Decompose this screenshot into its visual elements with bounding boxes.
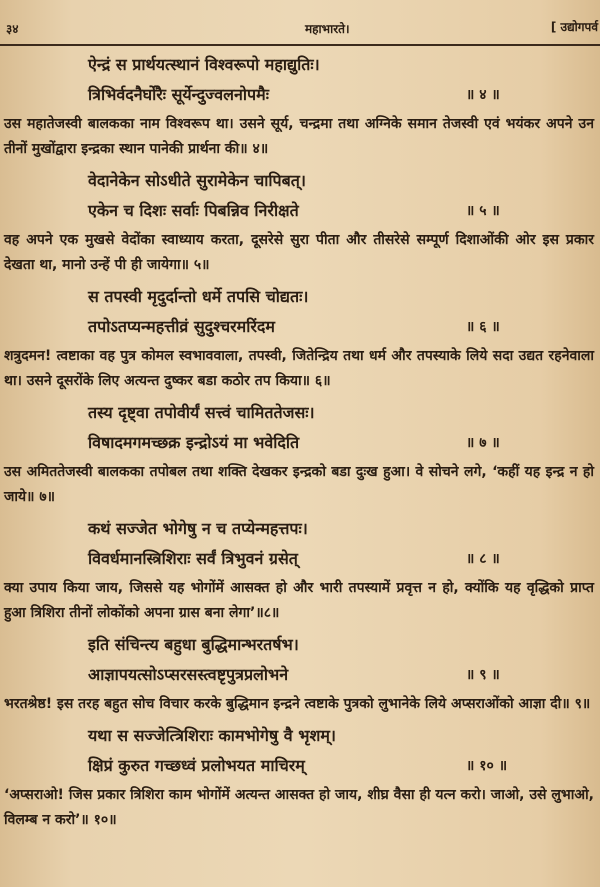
verse-block [4, 514, 594, 630]
translation-text: भरतश्रेष्ठ! इस तरह बहुत सोच विचार करके बुद्धिमान इन्द्रने त्वष्टाके पुत्रको लुभानेके लिये अप्सराओंको आज्ञा दी॥ ९॥ [4, 696, 591, 712]
verse-line [4, 312, 594, 342]
page-number: ३४ [6, 22, 19, 36]
section-name: [ उद्योगपर्व [550, 20, 598, 34]
verse-line [4, 166, 594, 196]
verse-line [4, 514, 594, 544]
verse-number: ॥ ७ ॥ [466, 435, 500, 451]
verse-text: तस्य दृष्ट्वा तपोवीर्यं सत्त्वं चामिततेजसः। [88, 403, 315, 422]
translation-text: उस अमिततेजस्वी बालकका तपोबल तथा शक्ति देखकर इन्द्रको बडा दुःख हुआ। वे सोचने लगे, ‘कहीं यह इन्द्र न हो जाये॥ ७॥ [4, 464, 594, 505]
verse-text: आज्ञापयत्सोऽप्सरसस्त्वष्टृपुत्रप्रलोभने [88, 665, 289, 684]
verse-text: तपोऽतप्यन्महत्तीव्रं सुदुश्चरमरिंदम [88, 317, 275, 336]
verse-line [4, 50, 594, 80]
verse-number: ॥ ८ ॥ [466, 551, 500, 567]
verse-number: ॥ ६ ॥ [466, 319, 500, 335]
page-header [0, 0, 600, 40]
page-content [4, 50, 594, 837]
header-rule [0, 44, 600, 46]
verse-text: वेदानेकेन सोऽधीते सुरामेकेन चापिबत्। [88, 171, 306, 190]
verse-text: विषादमगमच्छक्र इन्द्रोऽयं मा भवेदिति [88, 433, 300, 452]
verse-block [4, 166, 594, 282]
verse-number: ॥ १० ॥ [466, 758, 508, 774]
verse-line [4, 630, 594, 660]
verse-number: ॥ ५ ॥ [466, 203, 500, 219]
verse-block [4, 50, 594, 166]
book-title: महाभारते। [305, 22, 350, 36]
verse-line [4, 751, 594, 781]
translation-text: ‘अप्सराओ! जिस प्रकार त्रिशिरा काम भोगोंमें अत्यन्त आसक्त हो जाय, शीघ्र वैसा ही यत्न करो। जाओ, उसे लुभाओ, विलम्ब न करो’॥ १०॥ [4, 787, 594, 828]
verse-text: एकेन च दिशः सर्वाः पिबन्निव निरीक्षते [88, 201, 299, 220]
verse-text: त्रिभिर्वदनैर्घोरैः सूर्येन्दुज्वलनोपमैः [88, 85, 269, 104]
verse-line [4, 721, 594, 751]
verse-line [4, 80, 594, 110]
verse-text: क्षिप्रं कुरुत गच्छध्वं प्रलोभयत माचिरम् [88, 756, 305, 775]
verse-line [4, 428, 594, 458]
verse-block [4, 721, 594, 837]
verse-line [4, 196, 594, 226]
verse-number: ॥ ९ ॥ [466, 667, 500, 683]
translation-text: वह अपने एक मुखसे वेदोंका स्वाध्याय करता, दूसरेसे सुरा पीता और तीसरेसे सम्पूर्ण दिशाओंकी ओर इस प्रकार देखता था, मानो उन्हें पी ही जायेगा॥ ५॥ [4, 232, 594, 273]
verse-block [4, 398, 594, 514]
verse-text: इति संचिन्त्य बहुधा बुद्धिमान्भरतर्षभ। [88, 635, 299, 654]
verse-text: स तपस्वी मृदुर्दान्तो धर्मे तपसि चोद्यतः। [88, 287, 309, 306]
verse-line [4, 282, 594, 312]
verse-text: कथं सज्जेत भोगेषु न च तप्येन्महत्तपः। [88, 519, 308, 538]
verse-line [4, 660, 594, 690]
verse-block [4, 630, 594, 721]
translation-text: शत्रुदमन! त्वष्टाका वह पुत्र कोमल स्वभाववाला, तपस्वी, जितेन्द्रिय तथा धर्म और तपस्याके लिये सदा उद्यत रहनेवाला था। उसने दूसरोंके लिए अत्यन्त दुष्कर बडा कठोर तप किया॥ ६॥ [4, 348, 594, 389]
translation-text: क्या उपाय किया जाय, जिससे यह भोगोंमें आसक्त हो और भारी तपस्यामें प्रवृत्त न हो, क्योंकि यह वृद्धिको प्राप्त हुआ त्रिशिरा तीनों लोकोंको अपना ग्रास बना लेगा’॥८॥ [4, 580, 594, 621]
verse-text: यथा स सज्जेत्त्रिशिराः कामभोगेषु वै भृशम्। [88, 726, 336, 745]
verse-text: विवर्धमानस्त्रिशिराः सर्वं त्रिभुवनं ग्रसेत् [88, 549, 298, 568]
verse-line [4, 398, 594, 428]
verse-number: ॥ ४ ॥ [466, 87, 500, 103]
verse-line [4, 544, 594, 574]
translation-text: उस महातेजस्वी बालकका नाम विश्वरूप था। उसने सूर्य, चन्द्रमा तथा अग्निके समान तेजस्वी एवं भयंकर अपने उन तीनों मुखोंद्वारा इन्द्रका स्थान पानेकी प्रार्थना की॥ ४॥ [4, 116, 594, 157]
verse-block [4, 282, 594, 398]
verse-text: ऐन्द्रं स प्रार्थयत्स्थानं विश्वरूपो महाद्युतिः। [88, 55, 320, 74]
